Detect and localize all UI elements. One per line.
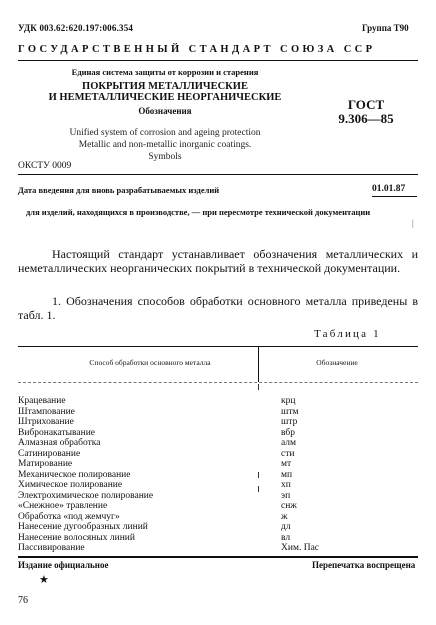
series-title: Единая система защиты от коррозии и старения <box>71 67 259 77</box>
group-code: Группа Т90 <box>362 23 409 33</box>
star-icon: ★ <box>39 574 49 586</box>
table-row-method: Вибронакатывание <box>18 427 95 438</box>
gost-label: ГОСТ <box>347 97 385 112</box>
table-row-method: Нанесение дугообразных линий <box>18 522 148 532</box>
table-row-method: Электрохимическое полирование <box>18 490 154 501</box>
table-row-code: штм <box>281 406 299 417</box>
table-row-code: хп <box>281 480 291 490</box>
table-row-code: мп <box>281 469 293 480</box>
table-row-code: снж <box>281 501 297 511</box>
english-title-line3: Symbols <box>148 152 182 162</box>
table-column-divider <box>258 346 259 382</box>
footer-rule <box>18 556 418 558</box>
english-title-line1: Unified system of corrosion and ageing protection <box>69 128 261 138</box>
table-row-method: Матирование <box>18 459 73 469</box>
table-row-method: Химическое полирование <box>18 480 123 490</box>
table-row-method: Штампование <box>18 406 75 417</box>
table-row-method: Штрихование <box>18 417 74 427</box>
okstu-rule <box>18 174 418 175</box>
intro-date-label: Дата введения для вновь разрабатываемых изделий <box>18 185 220 195</box>
table-row-code: сти <box>281 448 295 459</box>
date-underline <box>372 196 417 197</box>
table-row-code: штр <box>281 417 298 427</box>
table-row-method: Сатинирование <box>18 448 81 459</box>
state-standard-banner: ГОСУДАРСТВЕННЫЙ СТАНДАРТ СОЮЗА ССР <box>18 44 376 55</box>
table-row-code: ж <box>281 511 288 522</box>
intro-date-note: для изделий, находящихся в производстве, — при пересмотре технической документации <box>26 207 371 217</box>
english-title-line2: Metallic and non-metallic inorganic coatings. <box>78 140 252 150</box>
table-row-method: Нанесение волосяных линий <box>18 532 135 543</box>
divider-tick <box>258 486 259 492</box>
margin-mark: | <box>412 218 414 228</box>
doc-subtitle: Обозначения <box>138 106 192 116</box>
official-edition-label: Издание официальное <box>18 560 109 570</box>
table-row-method: Пассивирование <box>18 543 85 553</box>
intro-date-value: 01.01.87 <box>372 184 406 194</box>
table-row-code: вл <box>281 532 291 543</box>
table-header-method: Способ обработки основного металла <box>89 358 211 367</box>
table-row-code: вбр <box>281 427 295 438</box>
table-row-code: эп <box>281 490 291 501</box>
table-row-code: Хим. Пас <box>281 543 319 553</box>
doc-title-line1: ПОКРЫТИЯ МЕТАЛЛИЧЕСКИЕ <box>82 81 248 92</box>
table-row-code: дл <box>281 522 291 532</box>
table-header-rule <box>18 382 418 383</box>
table-row-code: алм <box>281 438 297 448</box>
okstu-code: ОКСТУ 0009 <box>18 161 72 171</box>
table-caption: Таблица 1 <box>314 328 381 340</box>
table-top-rule <box>18 346 418 347</box>
divider-tick <box>258 384 259 390</box>
top-rule <box>18 60 418 61</box>
table-row-method: Обработка «под жемчуг» <box>18 511 120 522</box>
table-row-code: мт <box>281 459 292 469</box>
udk-code: УДК 003.62:620.197:006.354 <box>18 23 134 33</box>
table-row-method: «Снежное» травление <box>18 501 108 511</box>
gost-number: 9.306—85 <box>338 111 394 126</box>
intro-paragraph: Настоящий стандарт устанавливает обозначения металлических и неметаллических неорганических покрытий в технической документации. <box>18 247 418 275</box>
divider-tick <box>258 472 259 478</box>
table-row-code: крц <box>281 396 296 406</box>
table-header-code: Обозначение <box>316 358 358 367</box>
page-number: 76 <box>18 595 28 606</box>
reprint-prohibited-label: Перепечатка воспрещена <box>312 560 416 570</box>
table-row-method: Крацевание <box>18 396 66 406</box>
clause-1-paragraph: 1. Обозначения способов обработки основного металла приведены в табл. 1. <box>18 294 418 322</box>
table-row-method: Механическое полирование <box>18 469 131 480</box>
doc-title-line2: И НЕМЕТАЛЛИЧЕСКИЕ НЕОРГАНИЧЕСКИЕ <box>48 92 282 103</box>
table-row-method: Алмазная обработка <box>18 438 101 448</box>
